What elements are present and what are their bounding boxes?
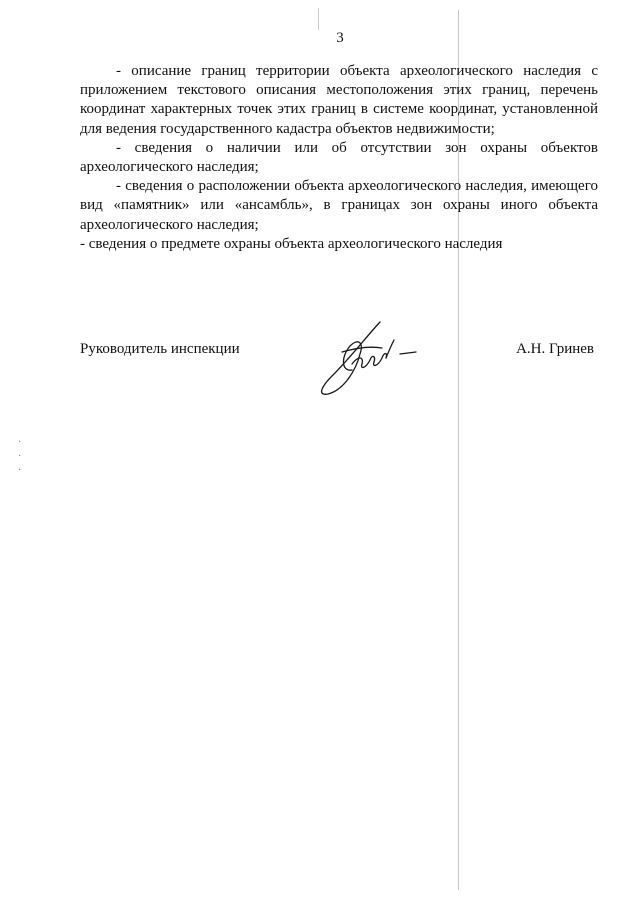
body-text	[80, 62, 598, 254]
scan-artifact-dots: · · ·	[18, 437, 22, 476]
scan-artifact-line	[318, 8, 319, 30]
paragraph-protection-zones: - сведения о наличии или об отсутствии зон охраны объектов археологического наследия;	[80, 139, 598, 176]
paragraph-location: - сведения о расположении объекта археологического наследия, имеющего вид «памятник» или «ансамбль», в границах зон охраны иного объекта археологического наследия;	[80, 178, 598, 233]
paragraph-boundaries: - описание границ территории объекта археологического наследия с приложением текстового описания местоположения этих границ, перечень координат характерных точек этих границ в системе координат, установленной для ведения государственного кадастра объектов недвижимости;	[80, 63, 598, 137]
signer-position: Руководитель инспекции	[80, 341, 240, 357]
page-number: 3	[336, 30, 344, 46]
handwritten-signature	[312, 318, 422, 398]
signer-name: А.Н. Гринев	[516, 341, 594, 357]
paragraph-protection-subject: - сведения о предмете охраны объекта археологического наследия	[80, 235, 503, 252]
